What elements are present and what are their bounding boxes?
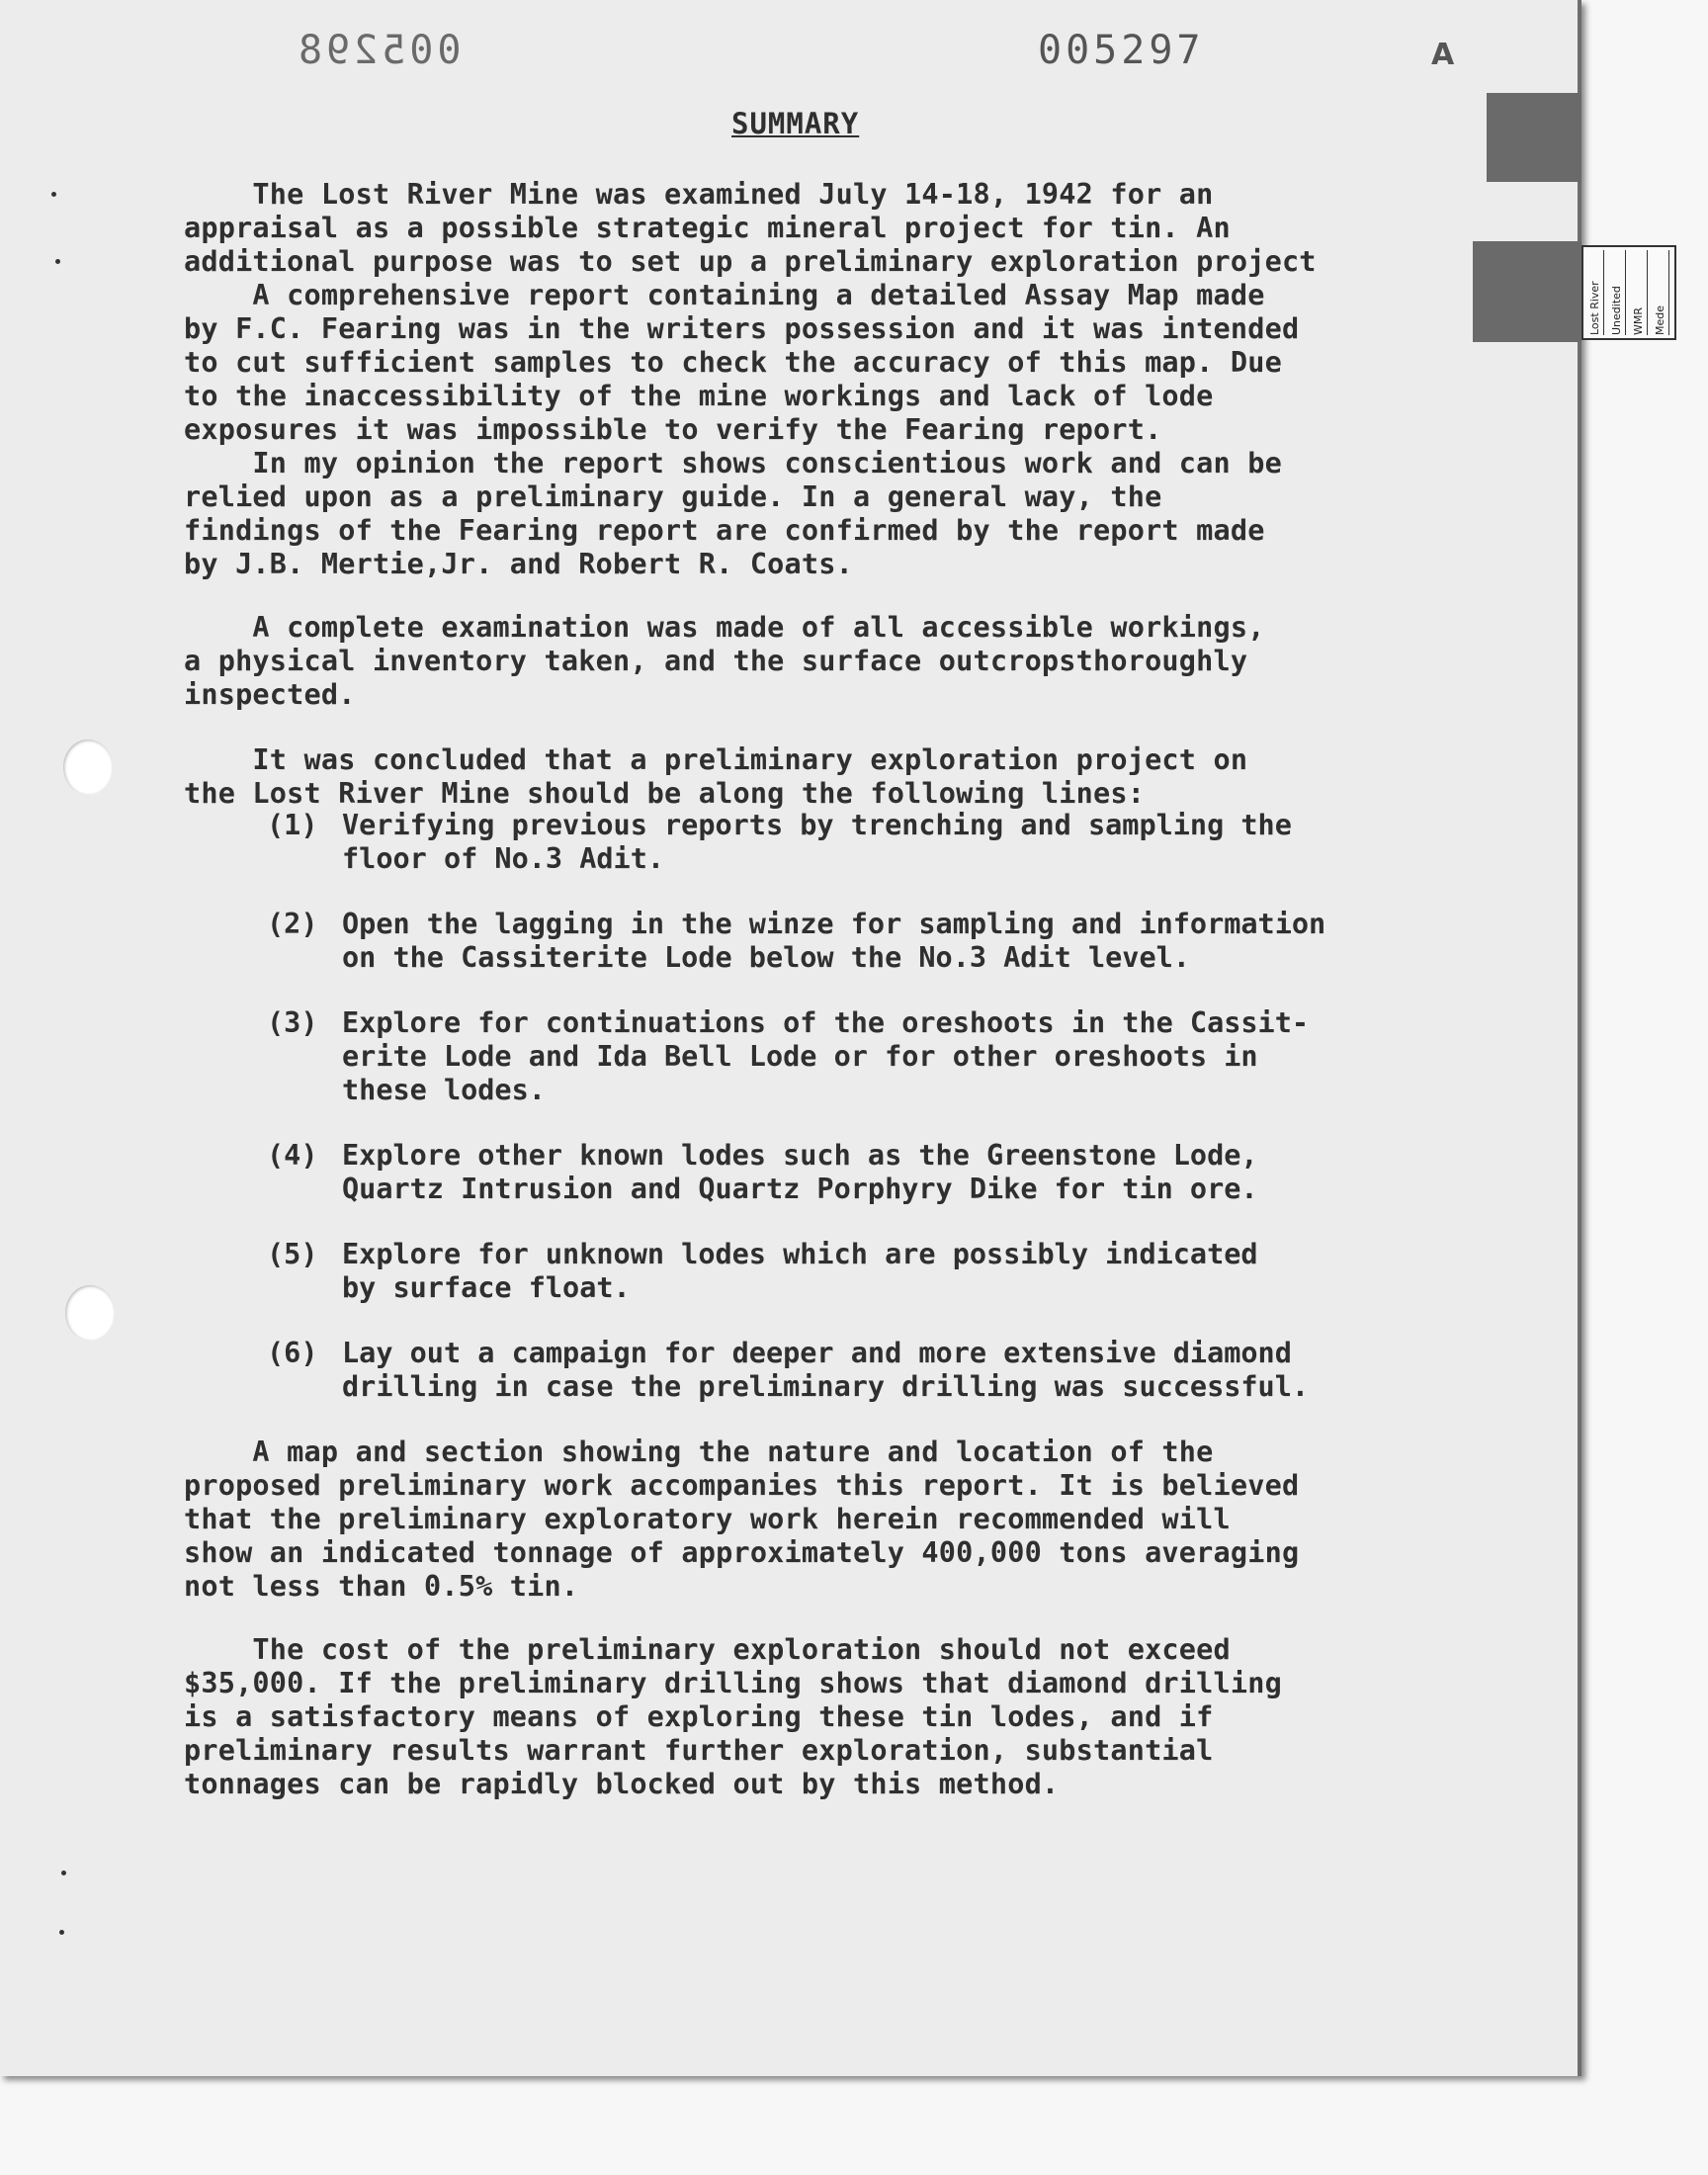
list-item-number: (2) — [267, 908, 318, 940]
label-line: Lost River — [1588, 250, 1604, 335]
scan-speck — [59, 1930, 64, 1935]
page-letter: A — [1431, 38, 1455, 72]
list-item-text: Explore other known lodes such as the Greenstone Lode, Quartz Intrusion and Quartz Porphyry Dike for tin ore. — [342, 1139, 1258, 1205]
punch-hole — [63, 740, 113, 795]
list-item-number: (3) — [267, 1006, 318, 1039]
list-item-text: Explore for unknown lodes which are possibly indicated by surface float. — [342, 1238, 1258, 1304]
paragraph-cost: The cost of the preliminary exploration should not exceed $35,000. If the preliminary drilling shows that diamond drilling is a satisfactory means of exploring these tin lodes, and if preliminary results warrant further exploration, substantial tonnages can be rapidly blocked out by this method. — [184, 1633, 1282, 1800]
scan-speck — [55, 259, 60, 264]
list-item-number: (6) — [267, 1337, 318, 1369]
list-item-text: Lay out a campaign for deeper and more extensive diamond drilling in case the preliminary drilling was successful. — [342, 1337, 1310, 1403]
list-item-number: (5) — [267, 1238, 318, 1270]
paragraph-map-section: A map and section showing the nature and location of the proposed preliminary work accompanies this report. It is believed that the preliminary exploratory work herein recommended will show an indicated tonnage of approximately 400,000 tons averaging not less than 0.5% tin. — [184, 1436, 1300, 1603]
document-number-stamp-left: 005298 — [295, 28, 462, 73]
list-item-number: (1) — [267, 809, 318, 841]
list-item-text: Explore for continuations of the oreshoots in the Cassit- erite Lode and Ida Bell Lode or for other oreshoots in these lodes. — [342, 1006, 1310, 1106]
page-title: SUMMARY — [731, 107, 860, 140]
list-item-number: (4) — [267, 1139, 318, 1172]
scan-speck — [51, 192, 56, 197]
paragraph-intro: The Lost River Mine was examined July 14-18, 1942 for an appraisal as a possible strategic mineral project for tin. An additional purpose was to set up a preliminary exploration project A comprehensive report containing a detailed Assay Map made by F.C. Fearing was in the writers possession and it was intended to cut sufficient samples to check the accuracy of this map. Due to the inaccessibility of the mine workings and lack of lode exposures it was impossible to verify the Fearing report. In my opinion the report shows conscientious work and can be relied upon as a preliminary guide. In a general way, the findings of the Fearing report are confirmed by the report made by J.B. Mertie,Jr. and Robert R. Coats. — [184, 178, 1317, 580]
punch-hole — [65, 1285, 115, 1341]
label-line: Mede — [1654, 250, 1669, 335]
paragraph-conclusion: It was concluded that a preliminary exploration project on the Lost River Mine should be along the following lines: — [184, 743, 1248, 810]
label-line: Unedited — [1610, 250, 1626, 335]
list-item-text: Verifying previous reports by trenching and sampling the floor of No.3 Adit. — [342, 809, 1292, 875]
list-item-text: Open the lagging in the winze for sampling and information on the Cassiterite Lode below the No.3 Adit level. — [342, 908, 1326, 974]
label-line: WMR — [1632, 250, 1648, 335]
scan-speck — [61, 1870, 66, 1875]
document-number-stamp-right: 005297 — [1038, 28, 1205, 73]
file-tab-upper — [1487, 93, 1581, 182]
archive-label-card — [1581, 245, 1676, 340]
paragraph-examination: A complete examination was made of all accessible workings, a physical inventory taken, and the surface outcropsthoroughly inspected. — [184, 611, 1265, 711]
